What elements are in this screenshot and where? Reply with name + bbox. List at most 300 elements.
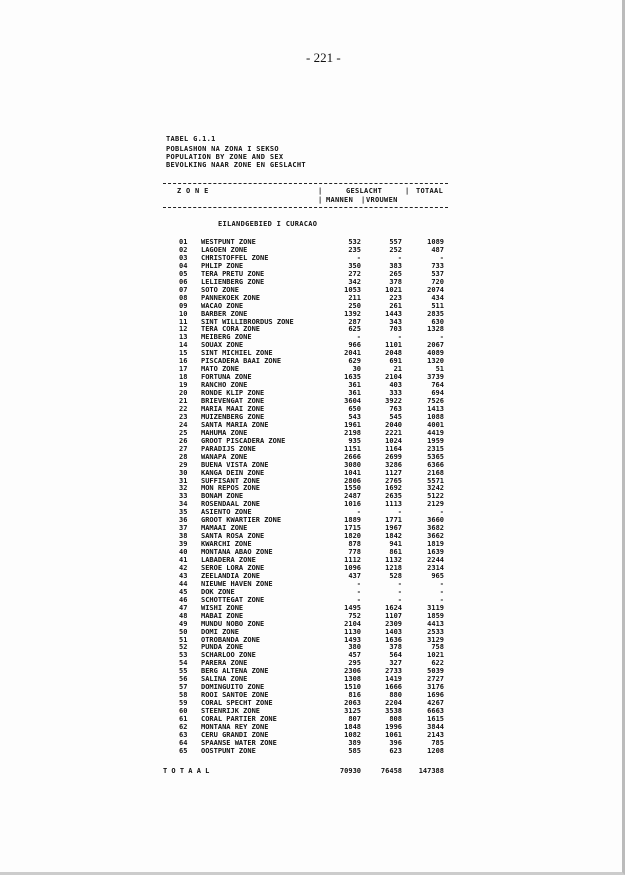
mannen-value: 287 — [348, 317, 361, 326]
table-row — [0, 484, 630, 492]
zone-name: SEROE LORA ZONE — [201, 563, 265, 572]
vrouwen-value: 343 — [389, 317, 402, 326]
totaal-value: 537 — [431, 269, 444, 278]
zone-name: PHLIP ZONE — [201, 261, 244, 270]
zone-name: SOTO ZONE — [201, 285, 239, 294]
mannen-value: 2806 — [344, 476, 361, 485]
zone-name: KANGA DEIN ZONE — [201, 468, 265, 477]
zone-name: CHRISTOFFEL ZONE — [201, 253, 269, 262]
mannen-value: 1096 — [344, 563, 361, 572]
total-row — [0, 767, 630, 775]
zone-number: 13 — [179, 333, 188, 342]
zone-number: 32 — [179, 484, 188, 493]
vrouwen-value: 2104 — [385, 373, 402, 382]
table-row — [0, 675, 630, 683]
total-mannen: 70930 — [339, 767, 361, 775]
zone-number: 20 — [179, 389, 188, 398]
totaal-value: 1021 — [427, 651, 444, 660]
zone-number: 37 — [179, 524, 188, 533]
mannen-value: 752 — [348, 611, 361, 620]
zone-number: 28 — [179, 452, 188, 461]
mannen-value: 1495 — [344, 603, 361, 612]
table-row — [0, 500, 630, 508]
zone-number: 21 — [179, 397, 188, 405]
table-row — [0, 508, 630, 516]
mannen-value: 532 — [348, 238, 361, 246]
zone-name: SCHARLOO ZONE — [201, 651, 256, 660]
vrouwen-value: 1132 — [385, 556, 402, 564]
zone-name: WANAPA ZONE — [201, 452, 248, 461]
table-row — [0, 707, 630, 715]
title-dutch: BEVOLKING NAAR ZONE EN GESLACHT — [166, 161, 306, 169]
totaal-value: 3662 — [427, 532, 444, 541]
vrouwen-value: 1692 — [385, 484, 402, 493]
vrouwen-value: - — [397, 579, 402, 588]
zone-number: 39 — [179, 540, 188, 549]
header-divider: | — [318, 187, 323, 195]
table-row — [0, 373, 630, 381]
mannen-value: 350 — [348, 261, 361, 270]
totaal-value: 1819 — [427, 540, 444, 549]
table-row — [0, 318, 630, 326]
vrouwen-value: 2204 — [385, 699, 402, 708]
totaal-value: 1696 — [427, 691, 444, 700]
mannen-value: - — [356, 508, 361, 517]
totaal-value: 1208 — [427, 746, 444, 755]
zone-number: 03 — [179, 253, 188, 262]
zone-name: MON REPOS ZONE — [201, 484, 261, 493]
zone-number: 52 — [179, 643, 188, 652]
totaal-value: 758 — [431, 643, 444, 652]
zone-number: 35 — [179, 508, 188, 517]
zone-name: FORTUNA ZONE — [201, 373, 252, 382]
table-row — [0, 389, 630, 397]
mannen-value: 3604 — [344, 397, 361, 405]
totaal-value: 2835 — [427, 309, 444, 318]
page-number: - 221 - — [306, 50, 341, 65]
table-row — [0, 381, 630, 389]
zone-name: PUNDA ZONE — [201, 643, 244, 652]
zone-number: 40 — [179, 548, 188, 557]
zone-number: 41 — [179, 556, 188, 564]
mannen-value: 211 — [348, 293, 361, 302]
zone-name: BONAM ZONE — [201, 492, 244, 501]
totaal-value: 434 — [431, 293, 444, 302]
zone-name: NIEUWE HAVEN ZONE — [201, 579, 273, 588]
table-row — [0, 596, 630, 604]
totaal-value: 694 — [431, 389, 444, 398]
zone-number: 46 — [179, 595, 188, 604]
table-row — [0, 421, 630, 429]
totaal-value: 2143 — [427, 730, 444, 739]
zone-number: 44 — [179, 579, 188, 588]
zone-number: 08 — [179, 293, 188, 302]
zone-name: LELIENBERG ZONE — [201, 277, 265, 286]
totaal-value: 1413 — [427, 404, 444, 413]
zone-number: 65 — [179, 746, 188, 755]
totaal-value: 2067 — [427, 341, 444, 350]
table-row — [0, 524, 630, 532]
totaal-value: 3119 — [427, 603, 444, 612]
total-totaal: 147388 — [418, 767, 444, 775]
vrouwen-value: 1666 — [385, 683, 402, 692]
table-row — [0, 238, 630, 246]
mannen-value: 1889 — [344, 516, 361, 525]
totaal-value: - — [439, 508, 444, 517]
zone-number: 61 — [179, 715, 188, 723]
vrouwen-value: 1996 — [385, 722, 402, 731]
table-row — [0, 405, 630, 413]
zone-number: 53 — [179, 651, 188, 660]
vrouwen-value: 1021 — [385, 285, 402, 294]
zone-name: SINT MICHIEL ZONE — [201, 349, 273, 358]
mannen-value: 1308 — [344, 675, 361, 684]
zone-number: 22 — [179, 404, 188, 413]
vrouwen-value: 623 — [389, 746, 402, 755]
vrouwen-value: 808 — [389, 715, 402, 723]
mannen-value: 342 — [348, 277, 361, 286]
mannen-value: 1130 — [344, 627, 361, 636]
table-id: TABEL G.1.1 — [166, 135, 216, 143]
zone-name: MEIBERG ZONE — [201, 333, 252, 342]
table-row — [0, 723, 630, 731]
vrouwen-value: 252 — [389, 245, 402, 254]
totaal-value: 1615 — [427, 715, 444, 723]
zone-number: 59 — [179, 699, 188, 708]
zone-name: DOK ZONE — [201, 587, 235, 596]
zone-name: MARIA MAAI ZONE — [201, 404, 265, 413]
totaal-value: 4267 — [427, 699, 444, 708]
header-rule-bottom — [163, 207, 448, 208]
zone-number: 38 — [179, 532, 188, 541]
mannen-value: 2306 — [344, 667, 361, 676]
vrouwen-value: 2048 — [385, 349, 402, 358]
totaal-value: 51 — [435, 365, 444, 374]
totaal-value: 3844 — [427, 722, 444, 731]
zone-name: WISHI ZONE — [201, 603, 244, 612]
mannen-value: 1151 — [344, 444, 361, 453]
totaal-value: 487 — [431, 245, 444, 254]
mannen-value: - — [356, 595, 361, 604]
zone-number: 51 — [179, 635, 188, 644]
zone-name: GROOT KWARTIER ZONE — [201, 516, 282, 525]
mannen-value: 1715 — [344, 524, 361, 533]
vrouwen-value: 1636 — [385, 635, 402, 644]
zone-name: SOUAX ZONE — [201, 341, 244, 350]
vrouwen-value: 223 — [389, 293, 402, 302]
zone-name: CORAL PARTIER ZONE — [201, 715, 277, 723]
table-row — [0, 341, 630, 349]
mannen-value: 1016 — [344, 500, 361, 509]
vrouwen-value: 1164 — [385, 444, 402, 453]
zone-number: 36 — [179, 516, 188, 525]
totaal-value: 6663 — [427, 707, 444, 716]
table-row — [0, 365, 630, 373]
mannen-value: - — [356, 587, 361, 596]
totaal-value: 2533 — [427, 627, 444, 636]
zone-number: 60 — [179, 707, 188, 716]
table-row — [0, 643, 630, 651]
mannen-value: - — [356, 253, 361, 262]
table-row — [0, 532, 630, 540]
vrouwen-value: - — [397, 508, 402, 517]
mannen-value: 1961 — [344, 420, 361, 429]
table-row — [0, 715, 630, 723]
table-row — [0, 262, 630, 270]
zone-number: 50 — [179, 627, 188, 636]
zone-name: KWARCHI ZONE — [201, 540, 252, 549]
mannen-value: 1848 — [344, 722, 361, 731]
table-row — [0, 477, 630, 485]
zone-name: LABADERA ZONE — [201, 556, 256, 564]
vrouwen-value: 1967 — [385, 524, 402, 533]
vrouwen-value: 691 — [389, 357, 402, 366]
totaal-value: 3129 — [427, 635, 444, 644]
totaal-value: 1639 — [427, 548, 444, 557]
zone-name: CERU GRANDI ZONE — [201, 730, 269, 739]
zone-number: 33 — [179, 492, 188, 501]
zone-name: BUENA VISTA ZONE — [201, 460, 269, 469]
table-row — [0, 739, 630, 747]
table-row — [0, 659, 630, 667]
mannen-value: 878 — [348, 540, 361, 549]
totaal-value: 4001 — [427, 420, 444, 429]
vrouwen-value: 1771 — [385, 516, 402, 525]
totaal-value: 4089 — [427, 349, 444, 358]
vrouwen-value: 1127 — [385, 468, 402, 477]
mannen-value: 1820 — [344, 532, 361, 541]
mannen-value: 650 — [348, 404, 361, 413]
header-divider: | — [318, 196, 323, 204]
mannen-value: 2487 — [344, 492, 361, 501]
zone-name: BARBER ZONE — [201, 309, 248, 318]
mannen-value: 1112 — [344, 556, 361, 564]
totaal-value: 2074 — [427, 285, 444, 294]
mannen-value: 3125 — [344, 707, 361, 716]
zone-number: 49 — [179, 619, 188, 628]
vrouwen-value: 2733 — [385, 667, 402, 676]
zone-number: 57 — [179, 683, 188, 692]
vrouwen-value: 1419 — [385, 675, 402, 684]
vrouwen-value: - — [397, 333, 402, 342]
zone-number: 17 — [179, 365, 188, 374]
totaal-value: 511 — [431, 301, 444, 310]
zone-name: TERA CORA ZONE — [201, 325, 261, 334]
table-row — [0, 731, 630, 739]
vrouwen-value: 703 — [389, 325, 402, 334]
zone-name: ASIENTO ZONE — [201, 508, 252, 517]
zone-name: OOSTPUNT ZONE — [201, 746, 256, 755]
totaal-value: 1328 — [427, 325, 444, 334]
zone-number: 12 — [179, 325, 188, 334]
totaal-value: 1320 — [427, 357, 444, 366]
table-row — [0, 683, 630, 691]
zone-number: 45 — [179, 587, 188, 596]
vrouwen-value: 396 — [389, 738, 402, 747]
vrouwen-value: 2699 — [385, 452, 402, 461]
table-row — [0, 333, 630, 341]
table-row — [0, 469, 630, 477]
totaal-value: 5365 — [427, 452, 444, 461]
header-rule-top — [163, 183, 448, 184]
mannen-value: 2104 — [344, 619, 361, 628]
vrouwen-value: 21 — [393, 365, 402, 374]
table-row — [0, 325, 630, 333]
zone-number: 18 — [179, 373, 188, 382]
mannen-value: 235 — [348, 245, 361, 254]
zone-name: RANCHO ZONE — [201, 381, 248, 390]
totaal-value: 5571 — [427, 476, 444, 485]
mannen-value: 380 — [348, 643, 361, 652]
mannen-value: 1392 — [344, 309, 361, 318]
table-row — [0, 278, 630, 286]
zone-number: 01 — [179, 238, 188, 246]
table-row — [0, 413, 630, 421]
zone-name: MONTANA ABAO ZONE — [201, 548, 273, 557]
zone-number: 15 — [179, 349, 188, 358]
zone-name: PISCADERA BAAI ZONE — [201, 357, 282, 366]
zone-name: MAMAAI ZONE — [201, 524, 248, 533]
vrouwen-value: 3538 — [385, 707, 402, 716]
vrouwen-value: 1842 — [385, 532, 402, 541]
mannen-value: 543 — [348, 412, 361, 421]
totaal-value: - — [439, 579, 444, 588]
table-row — [0, 540, 630, 548]
vrouwen-value: 1024 — [385, 436, 402, 445]
vrouwen-value: 1107 — [385, 611, 402, 620]
table-row — [0, 572, 630, 580]
mannen-value: 2666 — [344, 452, 361, 461]
mannen-value: 1510 — [344, 683, 361, 692]
zone-number: 48 — [179, 611, 188, 620]
mannen-value: 1053 — [344, 285, 361, 294]
mannen-value: 457 — [348, 651, 361, 660]
mannen-value: 1041 — [344, 468, 361, 477]
totaal-value: 785 — [431, 738, 444, 747]
vrouwen-value: 941 — [389, 540, 402, 549]
vrouwen-value: 2765 — [385, 476, 402, 485]
table-row — [0, 349, 630, 357]
totaal-value: 1088 — [427, 412, 444, 421]
zone-name: DOMINGUITO ZONE — [201, 683, 265, 692]
zone-name: MUIZENBERG ZONE — [201, 412, 265, 421]
totaal-value: 1959 — [427, 436, 444, 445]
zone-number: 25 — [179, 428, 188, 437]
mannen-value: 1493 — [344, 635, 361, 644]
zone-number: 26 — [179, 436, 188, 445]
zone-name: SINT WILLIBRORDUS ZONE — [201, 317, 294, 326]
zone-number: 56 — [179, 675, 188, 684]
table-row — [0, 620, 630, 628]
vrouwen-value: - — [397, 595, 402, 604]
vrouwen-value: 333 — [389, 389, 402, 398]
mannen-value: 2041 — [344, 349, 361, 358]
zone-name: MUNDU NOBO ZONE — [201, 619, 265, 628]
vrouwen-value: 3922 — [385, 397, 402, 405]
zone-name: ROSENDAAL ZONE — [201, 500, 261, 509]
vrouwen-value: 1403 — [385, 627, 402, 636]
table-row — [0, 699, 630, 707]
totaal-value: 6366 — [427, 460, 444, 469]
table-row — [0, 445, 630, 453]
mannen-value: 1550 — [344, 484, 361, 493]
mannen-value: 625 — [348, 325, 361, 334]
vrouwen-value: - — [397, 587, 402, 596]
totaal-value: 2727 — [427, 675, 444, 684]
table-row — [0, 667, 630, 675]
mannen-value: 30 — [352, 365, 361, 374]
zone-number: 07 — [179, 285, 188, 294]
vrouwen-value: 1113 — [385, 500, 402, 509]
table-row — [0, 636, 630, 644]
zone-number: 62 — [179, 722, 188, 731]
zone-number: 09 — [179, 301, 188, 310]
vrouwen-value: 3286 — [385, 460, 402, 469]
zone-name: PARADIJS ZONE — [201, 444, 256, 453]
zone-number: 19 — [179, 381, 188, 390]
totaal-value: 3739 — [427, 373, 444, 382]
zone-number: 63 — [179, 730, 188, 739]
table-row — [0, 286, 630, 294]
mannen-value: - — [356, 579, 361, 588]
zone-name: STEENRIJK ZONE — [201, 707, 261, 716]
vrouwen-value: 2040 — [385, 420, 402, 429]
zone-number: 55 — [179, 667, 188, 676]
zone-name: SUFFISANT ZONE — [201, 476, 261, 485]
vrouwen-value: 2635 — [385, 492, 402, 501]
header-totaal: TOTAAL — [416, 187, 444, 195]
vrouwen-value: 528 — [389, 571, 402, 580]
zone-number: 43 — [179, 571, 188, 580]
title-papiamentu: POBLASHON NA ZONA I SEKSO — [166, 145, 279, 153]
zone-number: 14 — [179, 341, 188, 350]
zone-number: 58 — [179, 691, 188, 700]
zone-number: 24 — [179, 420, 188, 429]
totaal-value: 965 — [431, 571, 444, 580]
table-row — [0, 302, 630, 310]
vrouwen-value: 2309 — [385, 619, 402, 628]
table-row — [0, 580, 630, 588]
zone-number: 30 — [179, 468, 188, 477]
zone-name: MONTANA REY ZONE — [201, 722, 269, 731]
totaal-value: 7526 — [427, 397, 444, 405]
zone-number: 54 — [179, 659, 188, 668]
zone-number: 27 — [179, 444, 188, 453]
header-zone: Z O N E — [177, 187, 209, 195]
zone-number: 23 — [179, 412, 188, 421]
header-geslacht: GESLACHT — [346, 187, 383, 195]
vrouwen-value: 861 — [389, 548, 402, 557]
mannen-value: 966 — [348, 341, 361, 350]
mannen-value: 2198 — [344, 428, 361, 437]
zone-name: PARERA ZONE — [201, 659, 248, 668]
zone-number: 05 — [179, 269, 188, 278]
mannen-value: 272 — [348, 269, 361, 278]
zone-name: SALINA ZONE — [201, 675, 248, 684]
vrouwen-value: 1443 — [385, 309, 402, 318]
mannen-value: 935 — [348, 436, 361, 445]
header-divider: | — [361, 196, 366, 204]
totaal-value: 3682 — [427, 524, 444, 533]
vrouwen-value: 1101 — [385, 341, 402, 350]
totaal-value: 3176 — [427, 683, 444, 692]
table-row — [0, 691, 630, 699]
zone-name: BRIEVENGAT ZONE — [201, 397, 265, 405]
vrouwen-value: 1218 — [385, 563, 402, 572]
zone-name: GROOT PISCADERA ZONE — [201, 436, 286, 445]
totaal-value: 2168 — [427, 468, 444, 477]
total-label: T O T A A L — [163, 767, 210, 775]
